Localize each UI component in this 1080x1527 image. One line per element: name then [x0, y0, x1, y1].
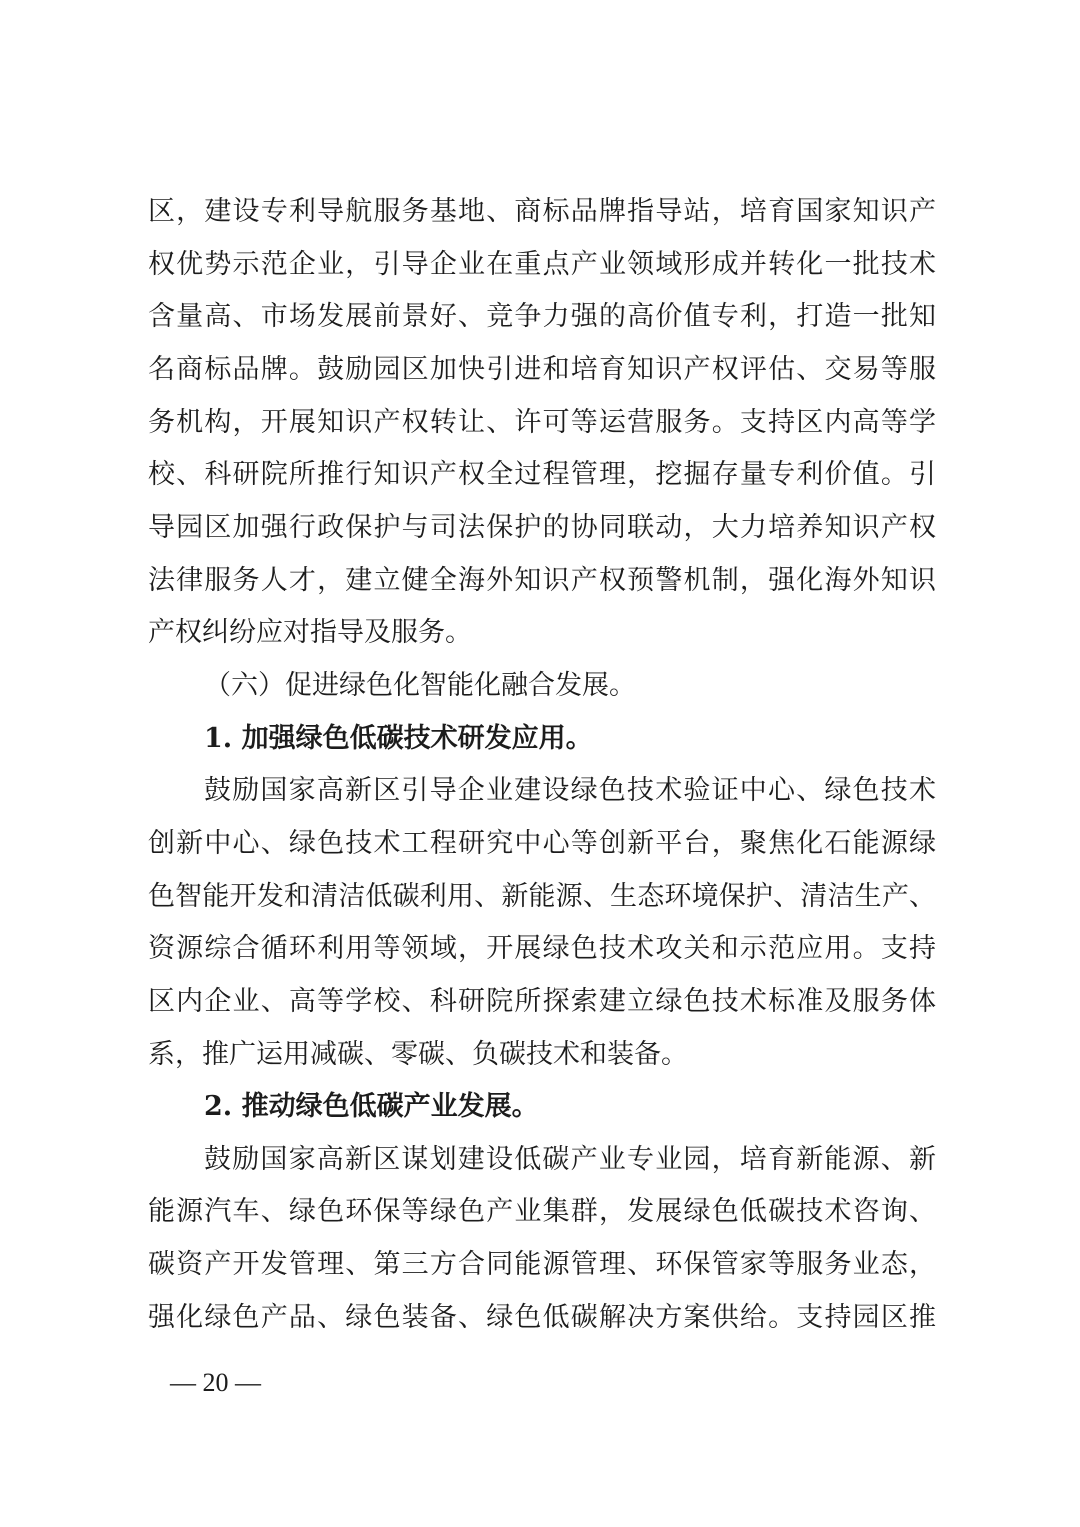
text-line: 校、科研院所推行知识产权全过程管理，挖掘存量专利价值。引: [148, 459, 936, 491]
text-line: 能源汽车、绿色环保等绿色产业集群，发展绿色低碳技术咨询、: [148, 1196, 936, 1228]
text-line: 权优势示范企业，引导企业在重点产业领域形成并转化一批技术: [148, 248, 936, 280]
subsection-title-1: 1. 加强绿色低碳技术研发应用。: [204, 722, 593, 754]
text-line: 区，建设专利导航服务基地、商标品牌指导站，培育国家知识产: [148, 196, 936, 227]
paragraph-ip-protection: [148, 186, 936, 660]
paragraph-green-industry: [148, 1134, 936, 1345]
text-line: 系，推广运用减碳、零碳、负碳技术和装备。: [148, 1038, 688, 1070]
text-line: 法律服务人才，建立健全海外知识产权预警机制，强化海外知识: [148, 564, 936, 596]
subsection-title-2: 2. 推动绿色低碳产业发展。: [204, 1091, 539, 1123]
body-text: [148, 186, 936, 1344]
text-line: 鼓励国家高新区引导企业建设绿色技术验证中心、绿色技术: [204, 775, 936, 807]
text-line: 色智能开发和清洁低碳利用、新能源、生态环境保护、清洁生产、: [148, 880, 936, 912]
text-line: 含量高、市场发展前景好、竞争力强的高价值专利，打造一批知: [148, 301, 936, 333]
text-line: 碳资产开发管理、第三方合同能源管理、环保管家等服务业态，: [148, 1249, 936, 1281]
paragraph-green-tech: [148, 765, 936, 1081]
text-line: 产权纠纷应对指导及服务。: [148, 617, 472, 649]
text-line: 资源综合循环利用等领域，开展绿色技术攻关和示范应用。支持: [148, 933, 936, 965]
text-line: 导园区加强行政保护与司法保护的协同联动，大力培养知识产权: [148, 511, 936, 543]
text-line: 鼓励国家高新区谋划建设低碳产业专业园，培育新能源、新: [204, 1143, 936, 1175]
section-heading: （六）促进绿色化智能化融合发展。: [204, 669, 636, 701]
text-line: 务机构，开展知识产权转让、许可等运营服务。支持区内高等学: [148, 406, 936, 438]
text-line: 名商标品牌。鼓励园区加快引进和培育知识产权评估、交易等服: [148, 353, 936, 385]
text-line: 区内企业、高等学校、科研院所探索建立绿色技术标准及服务体: [148, 985, 936, 1017]
page-number: — 20 —: [170, 1368, 261, 1397]
text-line: 创新中心、绿色技术工程研究中心等创新平台，聚焦化石能源绿: [148, 827, 936, 859]
text-line: 强化绿色产品、绿色装备、绿色低碳解决方案供给。支持园区推: [148, 1301, 936, 1333]
